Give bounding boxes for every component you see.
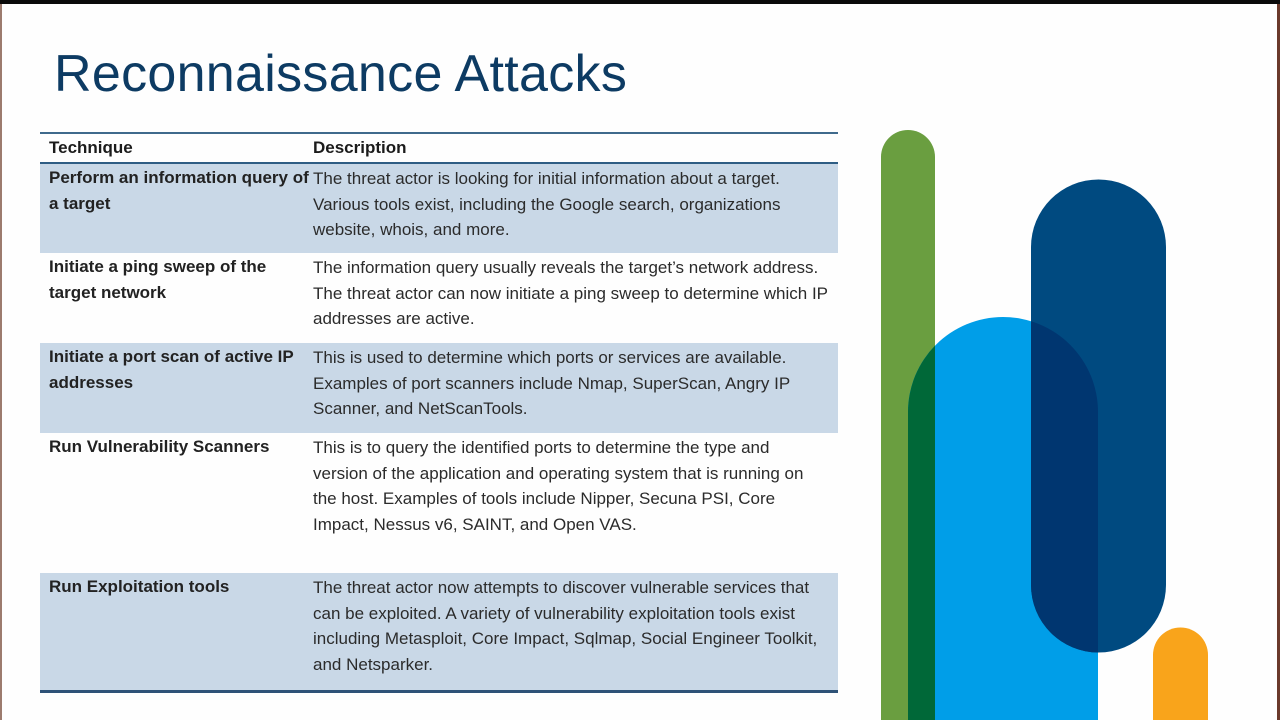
table-row xyxy=(40,343,838,433)
technique-cell: Run Vulnerability Scanners xyxy=(49,437,270,456)
technique-cell: Initiate a ping sweep of the target network xyxy=(49,257,267,302)
techniques-table xyxy=(40,132,838,693)
description-cell: The information query usually reveals the target’s network address. The threat actor can now initiate a ping sweep to determine which IP addresses are active. xyxy=(313,258,828,328)
description-cell: The threat actor is looking for initial information about a target. Various tools exist, including the Google search, organizations website, whois, and more. xyxy=(313,169,781,239)
technique-cell: Run Exploitation tools xyxy=(49,577,230,596)
description-cell: The threat actor now attempts to discover vulnerable services that can be exploited. A variety of vulnerability exploitation tools exist including Metasploit, Core Impact, Sqlmap, Social Engineer Toolkit, and Netsparker. xyxy=(313,578,818,674)
technique-cell: Initiate a port scan of active IP addresses xyxy=(49,347,294,392)
technique-cell: Perform an information query of a target xyxy=(49,168,309,213)
table-row xyxy=(40,253,838,343)
table-bottom-rule xyxy=(40,690,838,693)
header-description: Description xyxy=(313,138,407,157)
dark-blue-shape xyxy=(1031,180,1166,653)
slide-title: Reconnaissance Attacks xyxy=(54,45,628,103)
table-row xyxy=(40,573,838,690)
light-blue-shape xyxy=(908,317,1098,720)
description-cell: This is to query the identified ports to determine the type and version of the application and operating system that is running on the host. Examples of tools include Nipper, Secuna PSI, Core Impact, Nessus v6, SAINT, and Open VAS. xyxy=(313,438,804,534)
green-bar-shape xyxy=(881,130,935,720)
table-row xyxy=(40,164,838,253)
video-top-bar xyxy=(0,0,1280,4)
slide-left-edge xyxy=(0,4,2,720)
table-row xyxy=(40,433,838,573)
header-technique: Technique xyxy=(49,138,133,157)
description-cell: This is used to determine which ports or services are available. Examples of port scanners include Nmap, SuperScan, Angry IP Scanner, and NetScanTools. xyxy=(313,348,790,418)
orange-bar-shape xyxy=(1153,628,1208,720)
table-header xyxy=(40,134,838,164)
